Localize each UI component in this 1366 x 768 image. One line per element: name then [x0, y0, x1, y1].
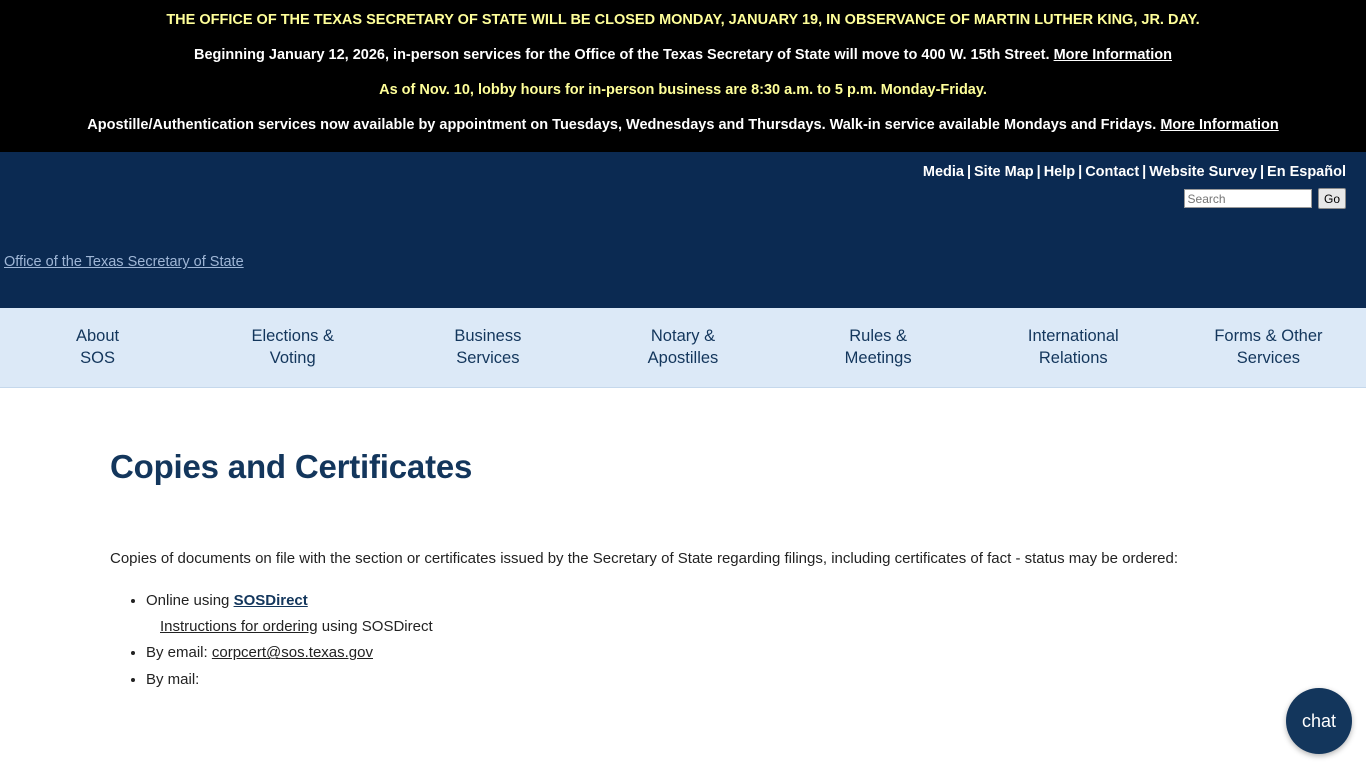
nav-item-business-services-line2: Services — [456, 348, 520, 367]
chat-button-label: chat — [1301, 710, 1337, 731]
utility-link-en-espanol[interactable]: En Español — [1267, 164, 1346, 181]
nav-item-elections-voting-line2: Voting — [269, 348, 316, 367]
main-content — [0, 388, 1366, 691]
email-prefix-text: By email: — [146, 644, 212, 662]
instructions-suffix-text: using SOSDirect — [317, 617, 433, 635]
intro-paragraph: Copies of documents on file with the section or certificates issued by the Secretary of State regarding filings, including certificates of fact - status may be ordered: — [110, 550, 1179, 568]
corpcert-email-link[interactable]: corpcert@sos.texas.gov — [211, 644, 373, 662]
nav-item-notary-apostilles-line1: Notary & — [650, 327, 716, 346]
utility-nav — [0, 152, 1366, 180]
nav-item-business-services[interactable] — [390, 326, 585, 369]
search-row — [0, 180, 1366, 209]
sosdirect-link[interactable]: SOSDirect — [233, 592, 308, 610]
instructions-for-ordering-link[interactable]: Instructions for ordering — [160, 617, 318, 635]
list-item-mail: • By mail: — [146, 670, 1256, 691]
nav-item-international-relations-line1: International — [1027, 327, 1119, 346]
utility-link-help[interactable]: Help — [1043, 164, 1076, 181]
nav-item-elections-voting-line1: Elections & — [251, 327, 334, 346]
nav-item-international-relations[interactable] — [976, 326, 1171, 369]
alert-apostille-text: Apostille/Authentication services now available by appointment on Tuesdays, Wednesdays and Thursdays. Walk-in service available Mondays and Fridays. — [87, 117, 1157, 134]
site-header — [0, 152, 1366, 308]
nav-item-notary-apostilles-line2: Apostilles — [647, 348, 719, 367]
utility-separator-4: | — [1142, 164, 1147, 181]
nav-item-elections-voting[interactable] — [195, 326, 390, 369]
online-prefix-text: Online using — [146, 592, 234, 610]
instructions-line — [146, 617, 1256, 638]
nav-item-rules-meetings[interactable] — [781, 326, 976, 369]
site-logo-broken-image[interactable] — [0, 254, 244, 270]
search-go-button[interactable]: Go — [1318, 188, 1346, 209]
nav-item-rules-meetings-line1: Rules & — [849, 327, 908, 346]
utility-link-media[interactable]: Media — [922, 164, 964, 181]
utility-separator-3: | — [1078, 164, 1083, 181]
search-input[interactable] — [1184, 189, 1312, 208]
utility-link-site-map[interactable]: Site Map — [974, 164, 1034, 181]
list-item-online — [146, 591, 1256, 637]
utility-link-contact[interactable]: Contact — [1085, 164, 1140, 181]
utility-separator-1: | — [966, 164, 972, 181]
nav-item-about-sos-line1: About — [76, 327, 120, 346]
main-navigation — [0, 308, 1366, 388]
alert-closure: THE OFFICE OF THE TEXAS SECRETARY OF STATE WILL BE CLOSED MONDAY, JANUARY 19, IN OBSERVANCE OF MARTIN LUTHER KING, JR. DAY. — [166, 12, 1200, 28]
utility-link-website-survey[interactable]: Website Survey — [1149, 164, 1257, 181]
list-item-email — [146, 643, 1256, 664]
utility-separator-2: | — [1036, 164, 1041, 181]
nav-item-forms-other-services[interactable] — [1171, 326, 1366, 369]
alert-relocation-more-information-link[interactable]: More Information — [1053, 47, 1172, 64]
page-title: Copies and Certificates — [110, 448, 473, 486]
chat-button[interactable] — [1286, 688, 1352, 754]
alert-lobby-hours: As of Nov. 10, lobby hours for in-person business are 8:30 a.m. to 5 p.m. Monday-Friday. — [379, 82, 987, 99]
alert-relocation — [18, 45, 1348, 66]
site-logo-alt-text: Office of the Texas Secretary of State — [4, 254, 244, 271]
nav-item-about-sos-line2: SOS — [80, 348, 115, 367]
nav-item-rules-meetings-line2: Meetings — [844, 348, 912, 367]
alert-banner — [0, 0, 1366, 152]
nav-item-business-services-line1: Business — [454, 327, 522, 346]
nav-item-international-relations-line2: Relations — [1038, 348, 1108, 367]
utility-separator-5: | — [1259, 164, 1265, 181]
alert-apostille-more-information-link[interactable]: More Information — [1160, 117, 1279, 134]
nav-item-forms-other-services-line2: Services — [1236, 348, 1301, 367]
nav-item-about-sos[interactable] — [0, 326, 195, 369]
alert-relocation-text: Beginning January 12, 2026, in-person services for the Office of the Texas Secretary of State will move to 400 W. 15th Street. — [194, 47, 1050, 64]
nav-item-forms-other-services-line1: Forms & Other — [1214, 327, 1323, 346]
ordering-methods-list — [110, 591, 1256, 691]
nav-item-notary-apostilles[interactable] — [585, 326, 780, 369]
alert-apostille — [18, 115, 1348, 136]
